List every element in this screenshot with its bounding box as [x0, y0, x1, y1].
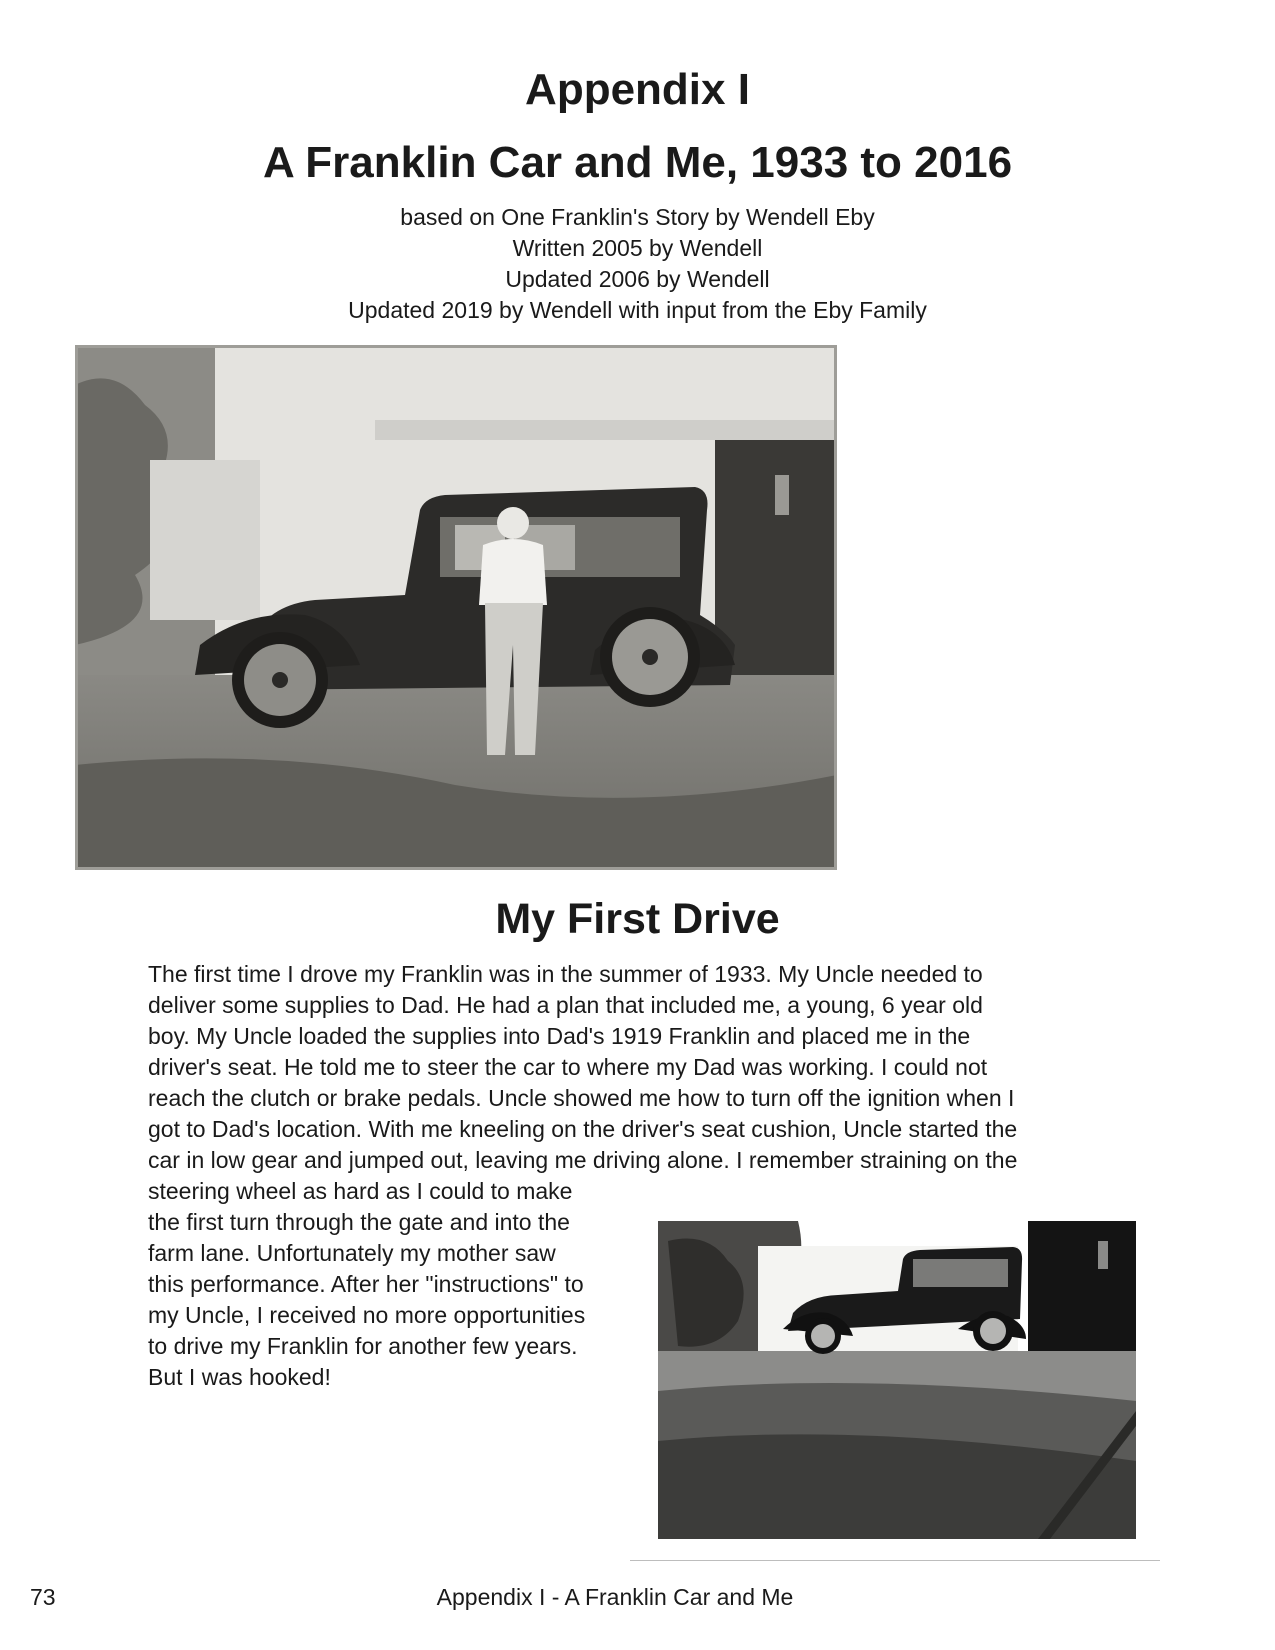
paragraph-line: to drive my Franklin for another few years. — [148, 1333, 578, 1359]
photo-man-with-franklin-car — [75, 345, 837, 870]
paragraph-line: my Uncle, I received no more opportunities — [148, 1302, 586, 1328]
paragraph-line: reach the clutch or brake pedals. Uncle showed me how to turn off the ignition when I — [148, 1085, 1015, 1111]
story-paragraph-continued — [148, 1176, 628, 1393]
page-title: A Franklin Car and Me, 1933 to 2016 — [262, 138, 1013, 187]
paragraph-line: got to Dad's location. With me kneeling on the driver's seat cushion, Uncle started the — [148, 1116, 1018, 1142]
byline-line: Updated 2006 by Wendell — [505, 266, 770, 292]
paragraph-line: farm lane. Unfortunately my mother saw — [148, 1240, 556, 1266]
byline-line: Updated 2019 by Wendell with input from the Eby Family — [348, 297, 927, 323]
appendix-label: Appendix I — [525, 65, 750, 114]
story-paragraph — [148, 959, 1098, 1176]
paragraph-line: deliver some supplies to Dad. He had a plan that included me, a young, 6 year old — [148, 992, 983, 1018]
paragraph-line: the first turn through the gate and into the — [148, 1209, 570, 1235]
running-footer: Appendix I - A Franklin Car and Me — [436, 1584, 794, 1610]
byline-line: based on One Franklin's Story by Wendell Eby — [400, 204, 875, 230]
paragraph-line: steering wheel as hard as I could to make — [148, 1178, 573, 1204]
paragraph-line: boy. My Uncle loaded the supplies into Dad's 1919 Franklin and placed me in the — [148, 1023, 971, 1049]
section-heading: My First Drive — [495, 895, 780, 943]
photo-franklin-car-on-lawn — [658, 1221, 1136, 1539]
paragraph-line: car in low gear and jumped out, leaving me driving alone. I remember straining on the — [148, 1147, 1018, 1173]
paragraph-line: this performance. After her "instructions" to — [148, 1271, 584, 1297]
paragraph-line: The first time I drove my Franklin was in the summer of 1933. My Uncle needed to — [148, 961, 983, 987]
byline-line: Written 2005 by Wendell — [512, 235, 763, 261]
paragraph-line: driver's seat. He told me to steer the car to where my Dad was working. I could not — [148, 1054, 988, 1080]
paragraph-line: But I was hooked! — [148, 1364, 331, 1390]
page-number: 73 — [30, 1584, 56, 1610]
byline — [0, 202, 1275, 326]
footer-rule — [630, 1560, 1160, 1561]
